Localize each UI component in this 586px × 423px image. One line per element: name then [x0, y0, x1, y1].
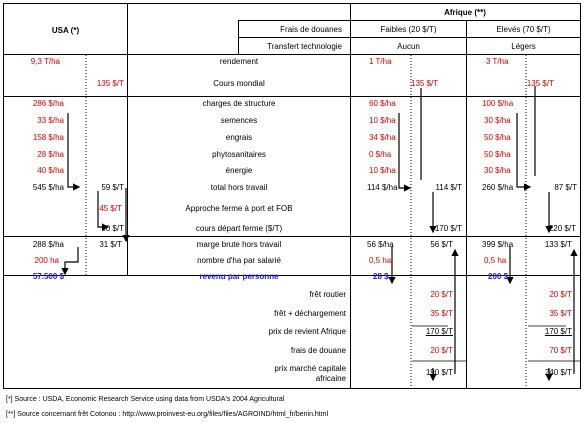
- label-fret-routier: frêt routier: [309, 290, 346, 299]
- eleves-rendement: 3 T/ha: [486, 57, 509, 66]
- faibles-structure: 60 $/ha: [369, 99, 396, 108]
- label-charges-structure: charges de structure: [202, 99, 276, 108]
- eleves-revenu: 200 $: [488, 272, 509, 281]
- label-approche: Approche ferme à port et FOB: [185, 204, 293, 213]
- label-cours-mondial: Cours mondial: [213, 79, 265, 88]
- faibles-header: Faibles (20 $/T): [380, 25, 437, 34]
- faibles-total-ha: 114 $/ha: [367, 183, 398, 192]
- label-cours-depart: cours départ ferme ($/T): [195, 224, 283, 233]
- label-energie: énergie: [225, 166, 253, 175]
- usa-total-ha: 545 $/ha: [32, 183, 64, 192]
- eleves-prix-revient: 170 $/T: [544, 327, 572, 336]
- faibles-semences: 10 $/ha: [369, 116, 396, 125]
- eleves-phyto: 50 $/ha: [484, 150, 511, 159]
- eleves-energie: 30 $/ha: [484, 166, 511, 175]
- faibles-cours: 135 $/T: [411, 79, 439, 88]
- eleves-depart: 220 $/T: [548, 224, 576, 233]
- faibles-energie: 10 $/ha: [369, 166, 396, 175]
- faibles-nombre: 0,5 ha: [369, 256, 392, 265]
- faibles-marge-t: 56 $/T: [430, 240, 453, 249]
- faibles-revenu: 28 $: [373, 272, 389, 281]
- label-nombre-ha: nombre d'ha par salarié: [197, 256, 281, 265]
- label-prix-revient: prix de revient Afrique: [268, 327, 346, 336]
- eleves-frais: 70 $/T: [549, 346, 572, 355]
- usa-cours: 135 $/T: [96, 79, 124, 88]
- usa-title: USA (*): [51, 26, 80, 35]
- faibles-engrais: 34 $/ha: [369, 133, 396, 142]
- label-rendement: rendement: [219, 57, 259, 66]
- usa-nombre: 200 ha: [34, 256, 59, 265]
- label-prix-marche-1: prix marché capitale: [274, 364, 346, 373]
- usa-total-t: 59 $/T: [101, 183, 124, 192]
- usa-revenu: 57.500 $: [32, 272, 64, 281]
- eleves-total-t: 87 $/T: [554, 183, 577, 192]
- faibles-total-t: 114 $/T: [435, 183, 462, 192]
- usa-structure: 286 $/ha: [32, 99, 64, 108]
- label-phytosanitaires: phytosanitaires: [212, 150, 266, 159]
- frais-douanes-header: Frais de douanes: [280, 25, 342, 34]
- usa-engrais: 158 $/ha: [32, 133, 64, 142]
- label-semences: semences: [220, 116, 258, 125]
- footnote-source-usda: [*] Source : USDA, Economic Research Service using data from USDA's 2004 Agricultural: [6, 396, 285, 403]
- afrique-title: Afrique (**): [444, 8, 486, 17]
- faibles-prix-revient: 170 $/T: [425, 327, 453, 336]
- usa-approche: 45 $/T: [99, 204, 122, 213]
- eleves-engrais: 50 $/ha: [484, 133, 511, 142]
- label-engrais: engrais: [225, 133, 253, 142]
- eleves-fret: 20 $/T: [549, 290, 572, 299]
- eleves-cours: 135 $/T: [526, 79, 554, 88]
- usa-marge-t: 31 $/T: [99, 240, 122, 249]
- label-frais-douane: frais de douane: [290, 346, 346, 355]
- label-prix-marche-2: africaine: [315, 374, 346, 383]
- eleves-marge-ha: 399 $/ha: [482, 240, 514, 249]
- faibles-fret: 20 $/T: [430, 290, 453, 299]
- label-total-hors-travail: total hors travail: [210, 183, 268, 192]
- eleves-semences: 30 $/ha: [484, 116, 511, 125]
- usa-depart: 90 $/T: [101, 224, 124, 233]
- faibles-phyto: 0 $/ha: [369, 150, 392, 159]
- usa-phyto: 28 $/ha: [37, 150, 64, 159]
- label-marge-brute: marge brute hors travail: [196, 240, 282, 249]
- eleves-marge-t: 133 $/T: [544, 240, 572, 249]
- label-revenu: revenu par personne: [199, 272, 279, 281]
- faibles-marge-ha: 56 $/ha: [367, 240, 394, 249]
- legers-header: Légers: [511, 42, 536, 51]
- aucun-header: Aucun: [397, 42, 420, 51]
- usa-marge-ha: 288 $/ha: [32, 240, 64, 249]
- eleves-prix-marche: 240 $/T: [544, 368, 572, 377]
- usa-rendement: 9,3 T/ha: [30, 57, 60, 66]
- eleves-structure: 100 $/ha: [482, 99, 514, 108]
- usa-energie: 40 $/ha: [37, 166, 64, 175]
- label-fret-dechargement: frêt + déchargement: [274, 309, 346, 318]
- eleves-dechargement: 35 $/T: [549, 309, 572, 318]
- usa-semences: 33 $/ha: [37, 116, 64, 125]
- faibles-frais: 20 $/T: [430, 346, 453, 355]
- eleves-nombre: 0,5 ha: [484, 256, 507, 265]
- transfert-header: Transfert technologie: [267, 42, 342, 51]
- eleves-header: Elevés (70 $/T): [496, 25, 551, 34]
- faibles-rendement: 1 T/ha: [369, 57, 392, 66]
- faibles-dechargement: 35 $/T: [430, 309, 453, 318]
- faibles-depart: 170 $/T: [434, 224, 462, 233]
- faibles-prix-marche: 190 $/T: [425, 368, 453, 377]
- footnote-source-fret: [**] Source concernant frêt Cotonou : http://www.proinvest-eu.org/files/files/AGROIND/html_fr/benin.html: [6, 411, 329, 418]
- eleves-total-ha: 260 $/ha: [482, 183, 514, 192]
